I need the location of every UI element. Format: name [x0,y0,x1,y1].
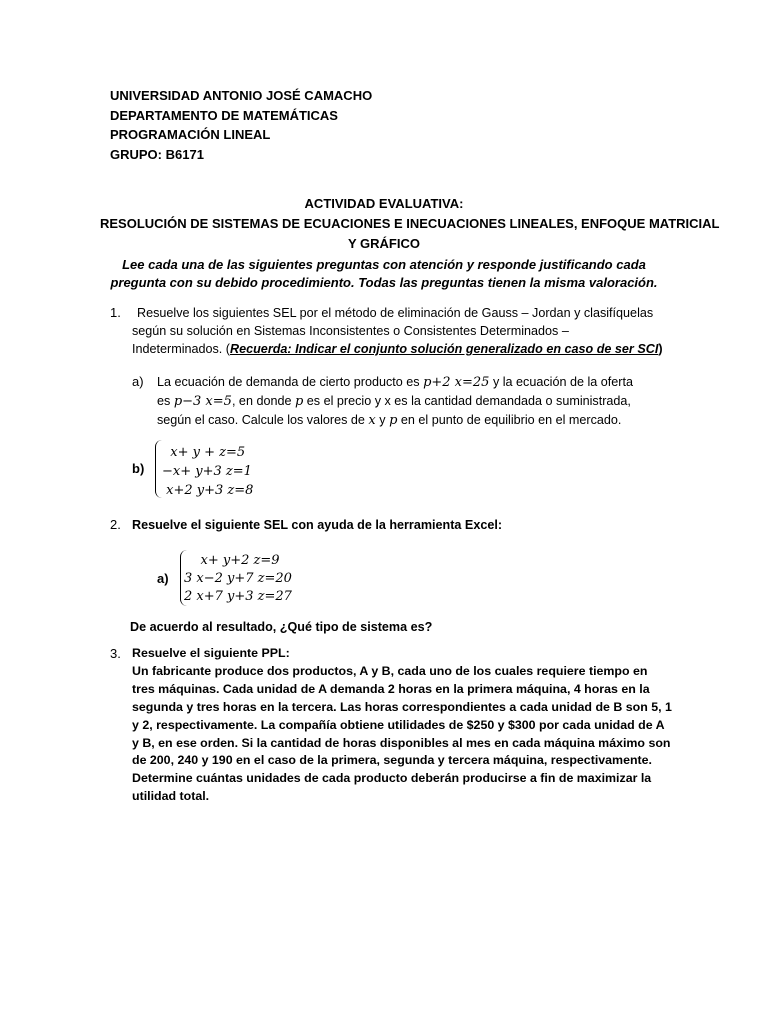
var-p: p [294,394,304,409]
question-3-number: 3. [110,646,121,661]
supply-equation: p−3 x=5 [173,394,232,409]
q1b-equation-2: −x+ y+3 z=1 [162,464,252,479]
group-code: GRUPO: B6171 [110,146,204,162]
q1a-text-3: es [157,394,174,408]
course-name: PROGRAMACIÓN LINEAL [110,127,271,142]
q2a-system [184,552,292,606]
q2a-equation-3: 2 x+7 y+3 z=27 [184,589,292,604]
question-1-line-3 [132,340,663,358]
question-3-title: Resuelve el siguiente PPL: [132,646,290,660]
q1b-equation-1: x+ y + z=5 [162,445,246,460]
q1b-label: b) [132,461,145,476]
title-line-1: ACTIVIDAD EVALUATIVA: [304,196,464,211]
question-1-number: 1. [110,305,121,320]
instructions-line-2: pregunta con su debido procedimiento. Todas las preguntas tienen la misma valoración. [110,275,658,290]
question-3-line-7: Determine cuántas unidades de cada producto deberán producirse a fin de maximizar la [132,771,652,786]
question-1-line-1: Resuelve los siguientes SEL por el método de eliminación de Gauss – Jordan y clasifíquelas [137,306,654,320]
question-1-line-2: según su solución en Sistemas Inconsistentes o Consistentes Determinados – [132,324,569,338]
q1a-text-6: según el caso. Calcule los valores de [157,413,369,427]
question-1-emphasis: Recuerda: Indicar el conjunto solución generalizado en caso de ser SCI [230,342,659,356]
instructions-line-1: Lee cada una de las siguientes preguntas con atención y responde justificando cada [122,257,646,272]
document-header [110,86,372,164]
q1a-line-3 [157,411,633,430]
q1b-brace [155,440,162,498]
q1a-line-1 [157,373,633,392]
var-x: x [368,413,376,428]
question-3-line-3: segunda y tres horas en la tercera. Las horas correspondientes a cada unidad de B son 5, 1 [132,699,672,714]
question-2-followup: De acuerdo al resultado, ¿Qué tipo de sistema es? [130,620,433,634]
question-2-number: 2. [110,517,121,532]
question-3-line-6: de 200, 240 y 190 en el caso de la primera, segunda y tercera máquina, respectivamente. [132,753,652,768]
question-3-line-5: y B, en ese orden. Si la cantidad de horas disponibles al mes en cada máquina máximo son [132,735,671,750]
demand-equation: p+2 x=25 [423,375,490,390]
q1a-line-2 [157,392,633,411]
title-line-2: RESOLUCIÓN DE SISTEMAS DE ECUACIONES E INECUACIONES LINEALES, ENFOQUE MATRICIAL [100,216,720,231]
q2a-equation-2: 3 x−2 y+7 z=20 [184,571,292,586]
instructions [100,256,668,292]
university-name: UNIVERSIDAD ANTONIO JOSÉ CAMACHO [110,88,373,103]
question-1-line-3-plain: Indeterminados. ( [132,342,231,356]
q1b-system [162,443,253,500]
activity-title [100,194,720,254]
question-3-body [132,645,672,806]
q1a-text-2: y la ecuación de la oferta [489,375,633,389]
question-1-text [132,304,663,358]
question-1-line-3-close: ) [658,342,663,356]
question-3-line-8: utilidad total. [132,789,210,804]
q1a-text [157,373,633,430]
question-3-line-2: tres máquinas. Cada unidad de A demanda 2 horas en la primera máquina, 4 horas en la [132,681,650,696]
var-p-2: p [389,413,398,428]
q1b-equation-3: x+2 y+3 z=8 [162,483,254,498]
question-3-line-1: Un fabricante produce dos productos, A y B, cada uno de los cuales requiere tiempo en [132,663,648,678]
q1a-text-1: La ecuación de demanda de cierto producto es [157,375,424,389]
q1a-label: a) [132,374,144,389]
department-name: DEPARTAMENTO DE MATEMÁTICAS [110,107,338,123]
q2a-equation-1: x+ y+2 z=9 [184,553,280,568]
q1a-text-7: y [375,413,390,427]
q2a-label: a) [157,571,169,586]
title-line-3: Y GRÁFICO [348,236,420,251]
q1a-text-8: en el punto de equilibrio en el mercado. [397,413,622,427]
q1a-text-4: , en donde [231,394,295,408]
question-2-text: Resuelve el siguiente SEL con ayuda de la herramienta Excel: [132,518,503,532]
q1a-text-5: es el precio y x es la cantidad demandada o suministrada, [303,394,631,408]
question-3-line-4: y 2, respectivamente. La compañía obtiene utilidades de $250 y $300 por cada unidad de A [132,717,665,732]
